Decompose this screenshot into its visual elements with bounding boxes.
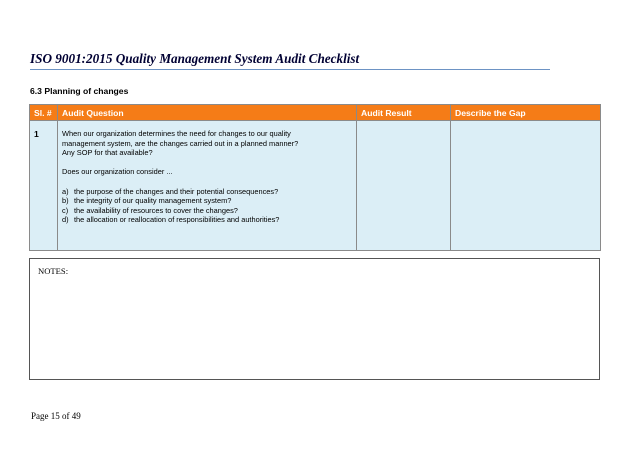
list-item-marker: c) — [62, 205, 69, 215]
table-row — [30, 121, 601, 251]
list-item — [62, 196, 352, 206]
list-item-text: the integrity of our quality management system? — [74, 196, 232, 206]
audit-question-cell — [58, 121, 357, 251]
header-audit-question: Audit Question — [58, 105, 357, 121]
notes-box[interactable] — [29, 258, 600, 380]
section-heading: 6.3 Planning of changes — [30, 86, 129, 96]
page-number: Page 15 of 49 — [31, 411, 81, 421]
list-item — [62, 215, 352, 225]
question-line: When our organization determines the need for changes to our quality — [62, 129, 291, 138]
document-title: ISO 9001:2015 Quality Management System Audit Checklist — [30, 51, 550, 70]
list-item-marker: a) — [62, 186, 69, 196]
audit-result-cell[interactable] — [357, 121, 451, 251]
notes-label: NOTES: — [38, 266, 69, 276]
question-line: Any SOP for that available? — [62, 148, 153, 158]
table-header-row — [30, 105, 601, 121]
question-line: management system, are the changes carried out in a planned manner? — [62, 138, 299, 148]
header-audit-result: Audit Result — [357, 105, 451, 121]
list-item-marker: d) — [62, 215, 69, 225]
header-describe-gap: Describe the Gap — [451, 105, 601, 121]
describe-gap-cell[interactable] — [451, 121, 601, 251]
audit-checklist-table — [29, 104, 601, 251]
list-item-text: the allocation or reallocation of responsibilities and authorities? — [74, 215, 280, 225]
list-item-text: the availability of resources to cover the changes? — [74, 205, 238, 215]
sl-number-cell — [30, 121, 58, 251]
consider-line: Does our organization consider ... — [62, 167, 173, 177]
list-item — [62, 206, 352, 216]
list-item-marker: b) — [62, 196, 69, 206]
header-sl-number: Sl. # — [30, 105, 58, 121]
list-item-text: the purpose of the changes and their potential consequences? — [74, 186, 279, 196]
list-item — [62, 187, 352, 197]
sl-number: 1 — [34, 129, 39, 139]
